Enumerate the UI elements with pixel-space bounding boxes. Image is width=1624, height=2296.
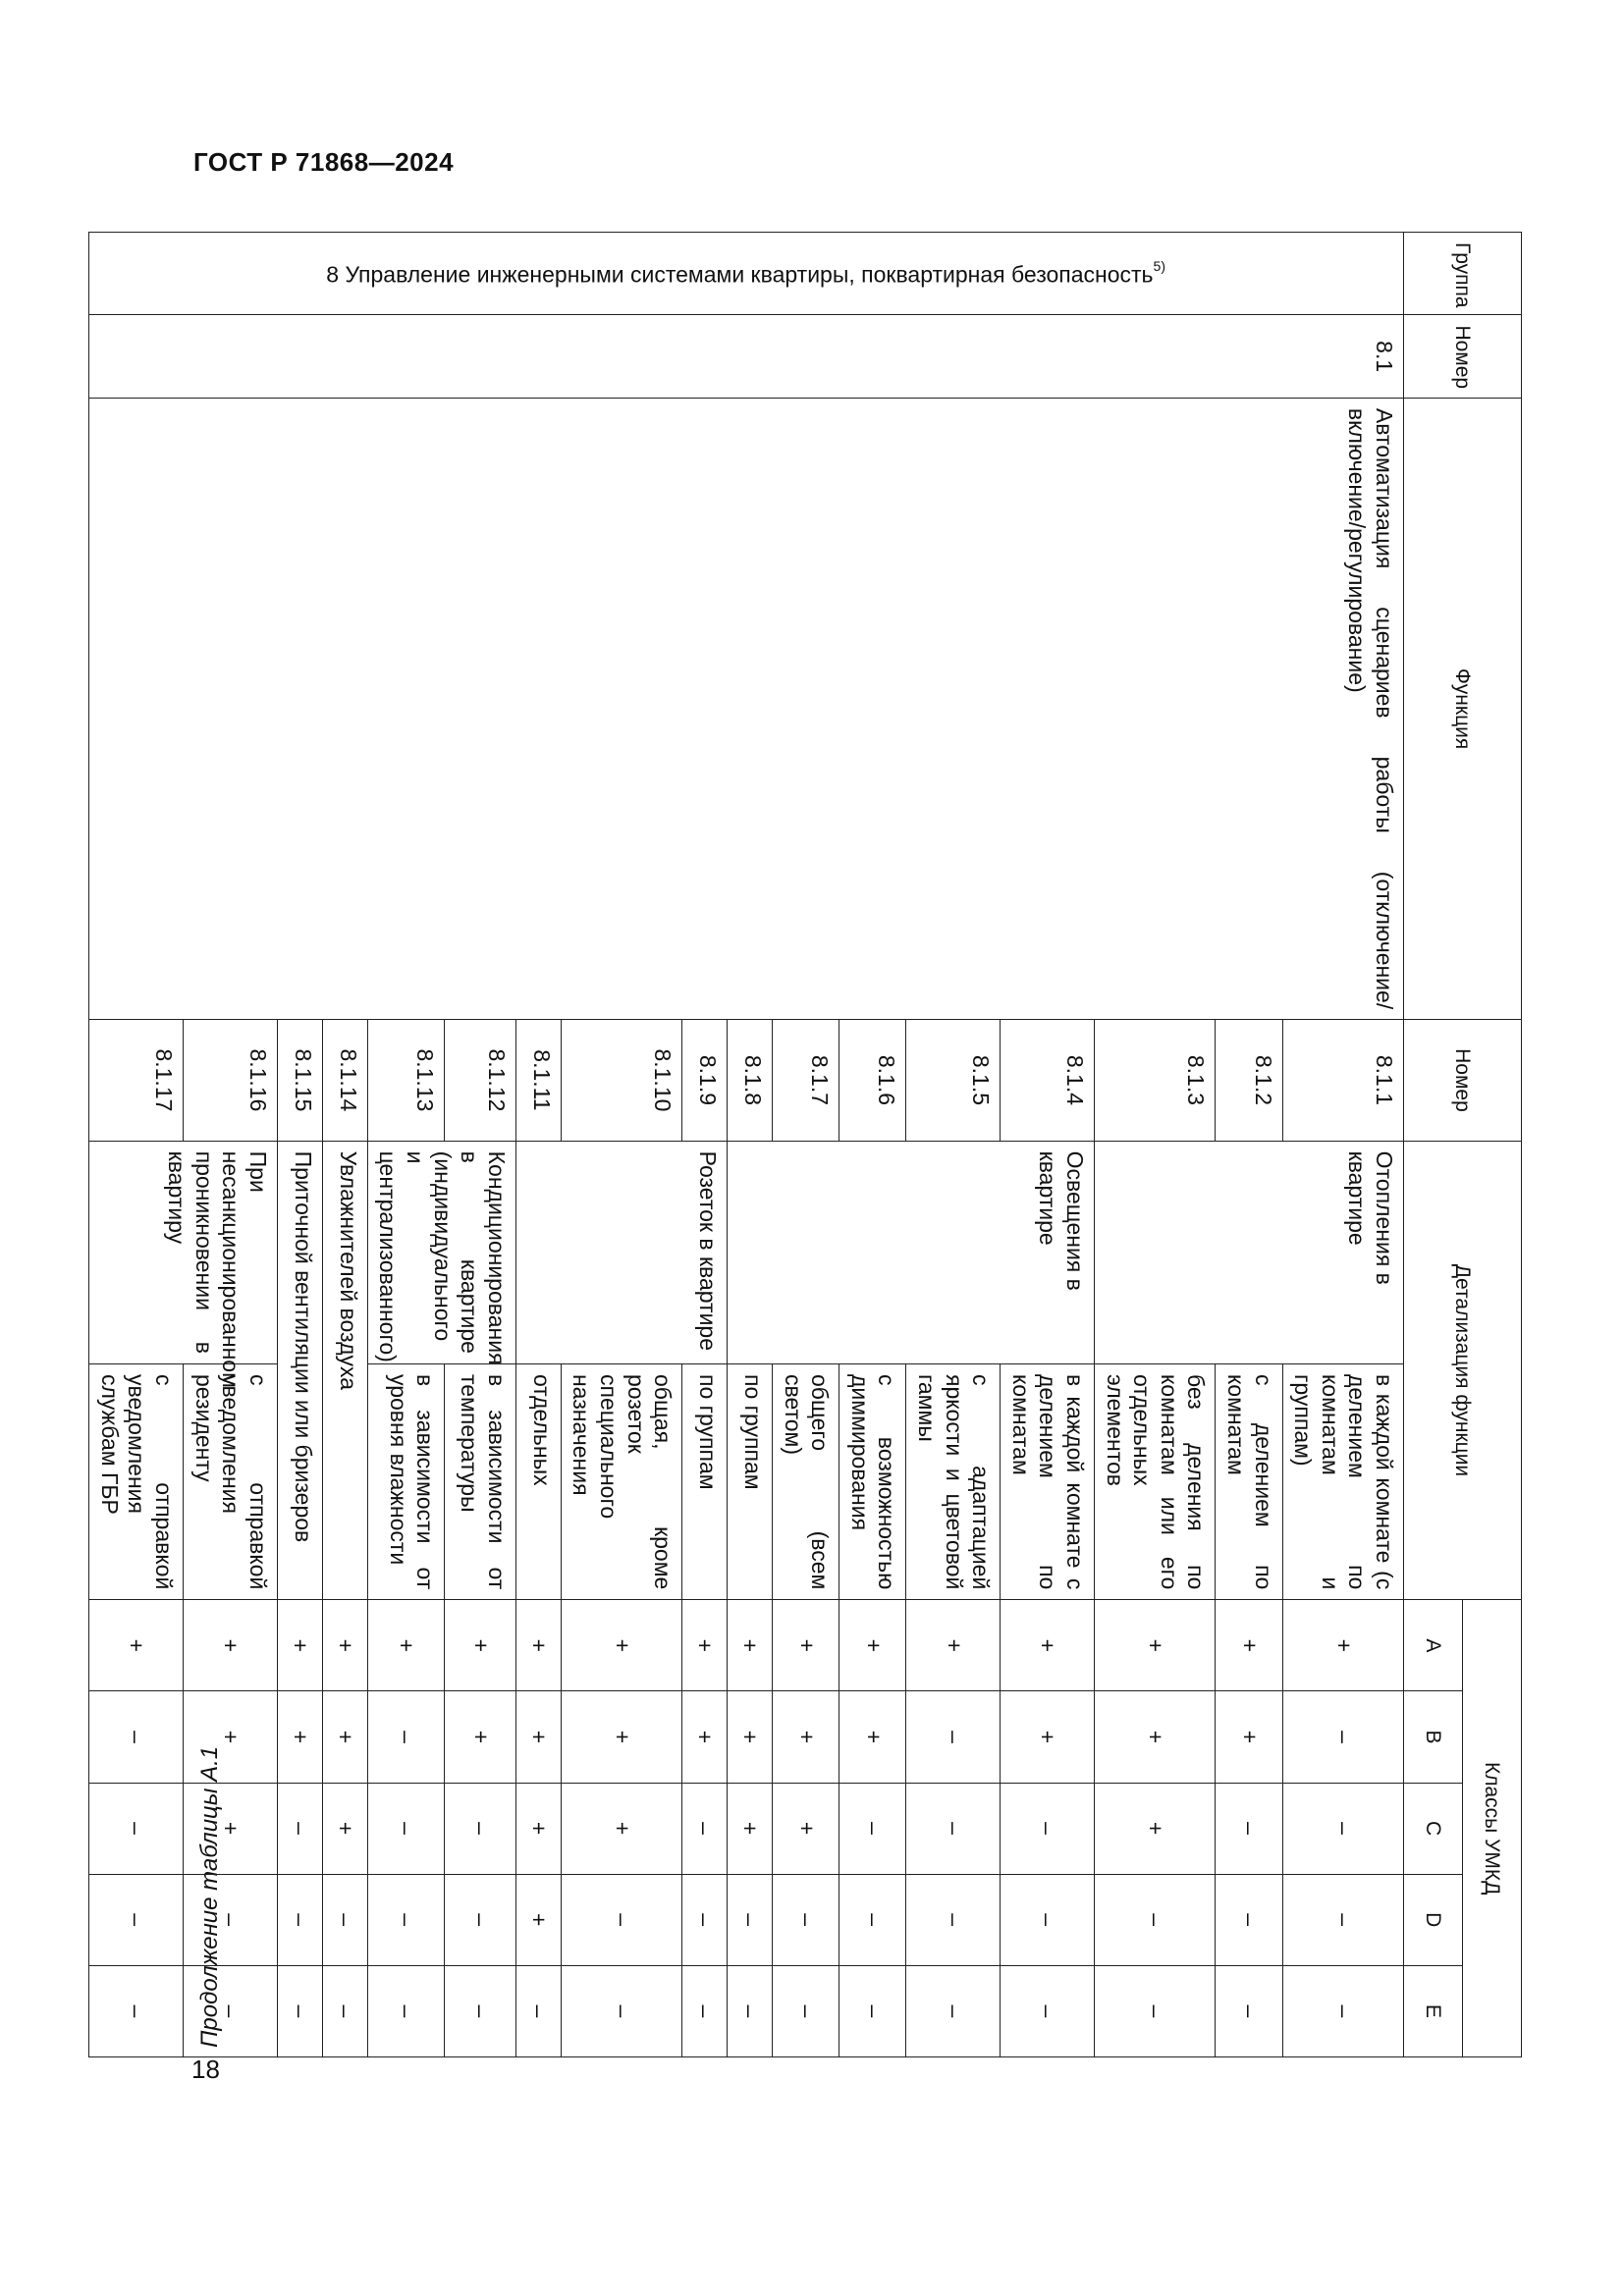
group-label: 8 Управление инженерными системами квартиры, поквартирная безопасность$^{5)}$	[326, 258, 1166, 288]
class-mark: –	[682, 1874, 728, 1965]
row-number: 8.1.11	[515, 1020, 561, 1141]
row-number: 8.1.10	[561, 1020, 681, 1141]
class-mark: +	[773, 1783, 839, 1874]
class-mark: –	[445, 1874, 515, 1965]
class-mark: –	[1282, 1691, 1403, 1783]
class-mark: –	[89, 1691, 184, 1783]
class-mark: +	[728, 1600, 773, 1691]
class-mark: –	[277, 1874, 322, 1965]
class-mark: –	[561, 1874, 681, 1965]
subgroup-heating: Отопления в квартире	[1095, 1141, 1404, 1363]
class-mark: +	[277, 1600, 322, 1691]
subgroup-intrusion: При несанкционированном проникновении в квартиру	[89, 1141, 278, 1363]
row-number: 8.1.5	[906, 1020, 1001, 1141]
requirements-table	[88, 232, 1522, 2057]
class-mark: +	[515, 1691, 561, 1783]
class-mark: +	[445, 1691, 515, 1783]
class-mark: –	[682, 1965, 728, 2056]
class-mark: +	[184, 1691, 278, 1783]
class-mark: –	[89, 1965, 184, 2056]
class-mark: –	[1216, 1965, 1282, 2056]
class-mark: –	[773, 1874, 839, 1965]
class-mark: –	[367, 1874, 445, 1965]
class-mark: +	[1216, 1600, 1282, 1691]
class-mark: –	[184, 1874, 278, 1965]
row-detail: в зависимости от температуры	[445, 1363, 515, 1599]
col-header-group: Группа	[1404, 233, 1522, 315]
class-letter: A	[1404, 1600, 1463, 1691]
class-mark: –	[906, 1783, 1001, 1874]
class-mark: +	[184, 1600, 278, 1691]
class-mark: –	[906, 1965, 1001, 2056]
subgroup-sockets: Розеток в квартире	[515, 1141, 727, 1363]
row-number: 8.1.1	[1282, 1020, 1403, 1141]
class-mark: –	[561, 1965, 681, 2056]
row-number: 8.1.8	[728, 1020, 773, 1141]
class-mark: +	[322, 1691, 367, 1783]
class-mark: –	[728, 1874, 773, 1965]
class-mark: –	[277, 1783, 322, 1874]
class-letter: D	[1404, 1874, 1463, 1965]
class-mark: –	[445, 1965, 515, 2056]
class-mark: +	[1001, 1691, 1095, 1783]
class-mark: +	[682, 1691, 728, 1783]
subgroup-humidifiers: Увлажнителей воздуха	[322, 1141, 367, 1600]
class-mark: –	[1216, 1874, 1282, 1965]
subgroup-lighting: Освещения в квартире	[728, 1141, 1095, 1363]
row-detail: общего (всем светом)	[773, 1363, 839, 1599]
class-mark: +	[561, 1600, 681, 1691]
class-mark: –	[89, 1783, 184, 1874]
row-number: 8.1.2	[1216, 1020, 1282, 1141]
class-mark: +	[773, 1600, 839, 1691]
row-detail: по группам	[682, 1363, 728, 1599]
row-number: 8.1.6	[839, 1020, 906, 1141]
row-number: 8.1.13	[367, 1020, 445, 1141]
class-mark: +	[322, 1783, 367, 1874]
class-mark: –	[682, 1783, 728, 1874]
group-cell	[89, 233, 1404, 315]
class-mark: +	[445, 1600, 515, 1691]
class-mark: –	[1095, 1874, 1216, 1965]
class-letter: E	[1404, 1965, 1463, 2056]
class-mark: +	[773, 1691, 839, 1783]
table-caption: Продолжение таблицы А.1	[196, 1745, 223, 2048]
class-mark: –	[1001, 1965, 1095, 2056]
class-mark: –	[277, 1965, 322, 2056]
class-mark: –	[367, 1965, 445, 2056]
class-mark: –	[1001, 1783, 1095, 1874]
class-mark: –	[184, 1965, 278, 2056]
class-mark: +	[1282, 1600, 1403, 1691]
class-letter: B	[1404, 1691, 1463, 1783]
col-header-detail: Детализация функции	[1404, 1141, 1522, 1600]
class-mark: –	[1001, 1874, 1095, 1965]
row-detail: с делением по комнатам	[1216, 1363, 1282, 1599]
row-number: 8.1.7	[773, 1020, 839, 1141]
row-number: 8.1.14	[322, 1020, 367, 1141]
class-letter: C	[1404, 1783, 1463, 1874]
class-mark: –	[445, 1783, 515, 1874]
class-mark: –	[367, 1783, 445, 1874]
function-text: Автоматизация сценариев работы (отключение/включение/регулирование)	[89, 398, 1404, 1019]
row-detail: по группам	[728, 1363, 773, 1599]
row-number: 8.1.9	[682, 1020, 728, 1141]
col-header-function: Функция	[1404, 398, 1522, 1019]
class-mark: –	[773, 1965, 839, 2056]
class-mark: –	[906, 1691, 1001, 1783]
row-detail: с возможностью диммирования	[839, 1363, 906, 1599]
class-mark: +	[682, 1600, 728, 1691]
class-mark: +	[367, 1600, 445, 1691]
row-number: 8.1.17	[89, 1020, 184, 1141]
class-mark: +	[839, 1691, 906, 1783]
col-header-classes: Классы УМКД	[1463, 1600, 1522, 2057]
row-number: 8.1.15	[277, 1020, 322, 1141]
col-header-number: Номер	[1404, 315, 1522, 398]
row-detail: в зависимости от уровня влажности	[367, 1363, 445, 1599]
class-mark: –	[1216, 1783, 1282, 1874]
subgroup-aircon: Кондиционирования в квартире (индивидуального и централизованного)	[367, 1141, 515, 1363]
row-detail: общая, кроме розеток специального назначения	[561, 1363, 681, 1599]
page-number: 18	[191, 2055, 220, 2084]
row-detail: без деления по комнатам или его отдельных элементов	[1095, 1363, 1216, 1599]
class-mark: +	[515, 1874, 561, 1965]
row-number: 8.1.4	[1001, 1020, 1095, 1141]
class-mark: –	[839, 1783, 906, 1874]
class-mark: –	[367, 1691, 445, 1783]
class-mark: –	[322, 1965, 367, 2056]
class-mark: –	[906, 1874, 1001, 1965]
class-mark: +	[1095, 1783, 1216, 1874]
class-mark: +	[1095, 1691, 1216, 1783]
row-detail: отдельных	[515, 1363, 561, 1599]
class-mark: –	[515, 1965, 561, 2056]
class-mark: –	[1282, 1874, 1403, 1965]
class-mark: +	[561, 1691, 681, 1783]
subgroup-ventilation: Приточной вентиляции или бризеров	[277, 1141, 322, 1600]
row-number: 8.1.12	[445, 1020, 515, 1141]
class-mark: –	[839, 1874, 906, 1965]
row-detail: с адаптацией яркости и цветовой гаммы	[906, 1363, 1001, 1599]
document-header: ГОСТ Р 71868—2024	[193, 147, 455, 177]
class-mark: +	[728, 1691, 773, 1783]
function-number: 8.1	[89, 315, 1404, 398]
class-mark: +	[184, 1783, 278, 1874]
class-mark: +	[89, 1600, 184, 1691]
class-mark: +	[1001, 1600, 1095, 1691]
class-mark: +	[1095, 1600, 1216, 1691]
class-mark: –	[322, 1874, 367, 1965]
row-detail: в каждой комнате с делением по комнатам	[1001, 1363, 1095, 1599]
col-header-subnumber: Номер	[1404, 1020, 1522, 1141]
row-number: 8.1.3	[1095, 1020, 1216, 1141]
class-mark: +	[906, 1600, 1001, 1691]
class-mark: –	[1282, 1965, 1403, 2056]
class-mark: –	[1282, 1783, 1403, 1874]
class-mark: –	[1095, 1965, 1216, 2056]
class-mark: –	[89, 1874, 184, 1965]
class-mark: +	[561, 1783, 681, 1874]
class-mark: +	[322, 1600, 367, 1691]
class-mark: +	[515, 1600, 561, 1691]
row-detail: в каждой комнате (с делением по комнатам и группам)	[1282, 1363, 1403, 1599]
class-mark: +	[515, 1783, 561, 1874]
class-mark: +	[277, 1691, 322, 1783]
row-detail: с отправкой уведомления резиденту	[184, 1363, 278, 1599]
row-detail: с отправкой уведомления службам ГБР	[89, 1363, 184, 1599]
class-mark: +	[1216, 1691, 1282, 1783]
row-number: 8.1.16	[184, 1020, 278, 1141]
class-mark: +	[728, 1783, 773, 1874]
class-mark: +	[839, 1600, 906, 1691]
class-mark: –	[728, 1965, 773, 2056]
class-mark: –	[839, 1965, 906, 2056]
